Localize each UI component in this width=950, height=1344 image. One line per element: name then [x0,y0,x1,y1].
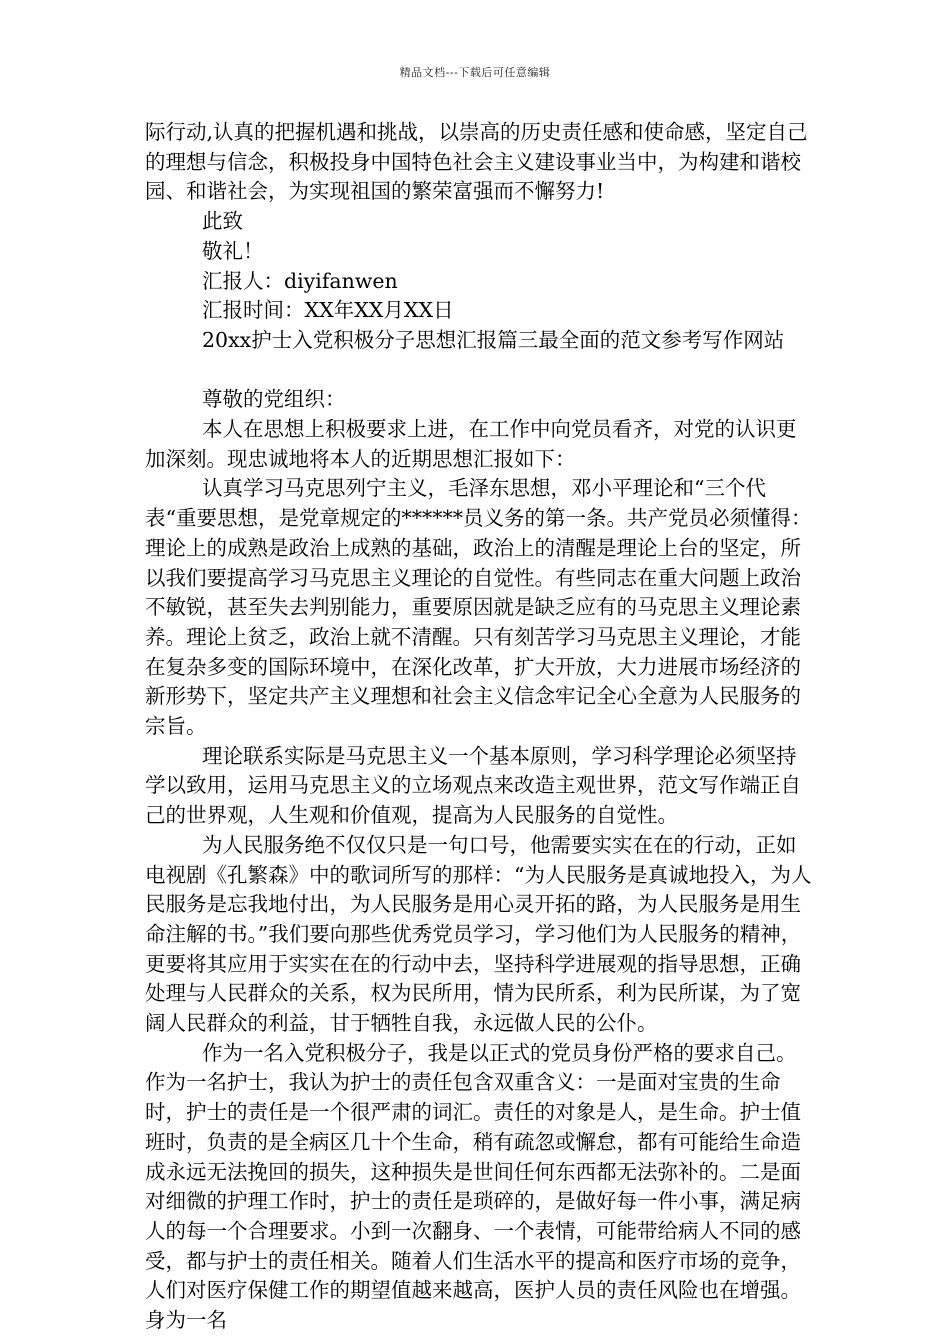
paragraph-5: 作为一名入党积极分子，我是以正式的党员身份严格的要求自己。作为一名护士，我认为护士的责任包含双重含义：一是面对宝贵的生命时，护士的责任是一个很严肃的词汇。责任的对象是人，是生命。护士值班时，负责的是全病区几十个生命，稍有疏忽或懈怠，都有可能给生命造成永远无法挽回的损失，这种损失是世间任何东西都无法弥补的。二是面对细微的护理工作时，护士的责任是琐碎的，是做好每一件小事，满足病人的每一个合理要求。小到一次翻身、一个表情，可能带给病人不同的感受，都与护士的责任相关。随着人们生活水平的提高和医疗市场的竞争，人们对医疗保健工作的期望值越来越高，医护人员的责任风险也在增强。身为一名 [145,1040,801,1333]
document-body [145,118,813,1336]
closing-line-1: 此致 [202,209,243,234]
blank-line [145,356,813,386]
page-header: 精品文档---下载后可任意编辑 [399,66,551,79]
paragraph-3: 理论联系实际是马克思主义一个基本原则，学习科学理论必须坚持学以致用，运用马克思主义的立场观点来改造主观世界，范文写作端正自己的世界观，人生观和价值观，提高为人民服务的自觉性。 [145,743,801,828]
section-title: 20xx护士入党积极分子思想汇报篇三最全面的范文参考写作网站 [202,327,785,352]
paragraph-1: 本人在思想上积极要求上进，在工作中向党员看齐，对党的认识更加深刻。现忠诚地将本人的近期思想汇报如下： [145,417,797,471]
paragraph-4: 为人民服务绝不仅仅只是一句口号，他需要实实在在的行动，正如电视剧《孔繁森》中的歌词所写的那样：“为人民服务是真诚地投入，为人民服务是忘我地付出，为人民服务是用心灵开拓的路，为人民服务是用生命注解的书。”我们要向那些优秀党员学习，学习他们为人民服务的精神，更要将其应用于实实在在的行动中去，坚持科学进展观的指导思想，正确处理与人民群众的关系，权为民所用，情为民所系，利为民所谋，为了宽阔人民群众的利益，甘于牺牲自我，永远做人民的公仆。 [145,832,812,1036]
closing-line-2: 敬礼！ [202,238,264,263]
report-date-line: 汇报时间：XX年XX月XX日 [202,298,454,323]
paragraph-2: 认真学习马克思列宁主义，毛泽东思想，邓小平理论和“三个代表“重要思想，是党章规定的******员义务的第一条。共产党员必须懂得：理论上的成熟是政治上成熟的基础，政治上的清醒是理论上台的坚定，所以我们要提高学习马克思主义理论的自觉性。有些同志在重大问题上政治不敏锐，甚至失去判别能力，重要原因就是缺乏应有的马克思主义理论素养。理论上贫乏，政治上就不清醒。只有刻苦学习马克思主义理论，才能在复杂多变的国际环境中，在深化改革，扩大开放，大力进展市场经济的新形势下，坚定共产主义理想和社会主义信念牢记全心全意为人民服务的宗旨。 [145,476,812,739]
paragraph-intro: 际行动,认真的把握机遇和挑战，以崇高的历史责任感和使命感，坚定自己的理想与信念，积极投身中国特色社会主义建设事业当中，为构建和谐校园、和谐社会，为实现祖国的繁荣富强而不懈努力! [145,120,808,204]
reporter-line: 汇报人：diyifanwen [202,268,398,293]
salutation: 尊敬的党组织： [202,387,346,412]
